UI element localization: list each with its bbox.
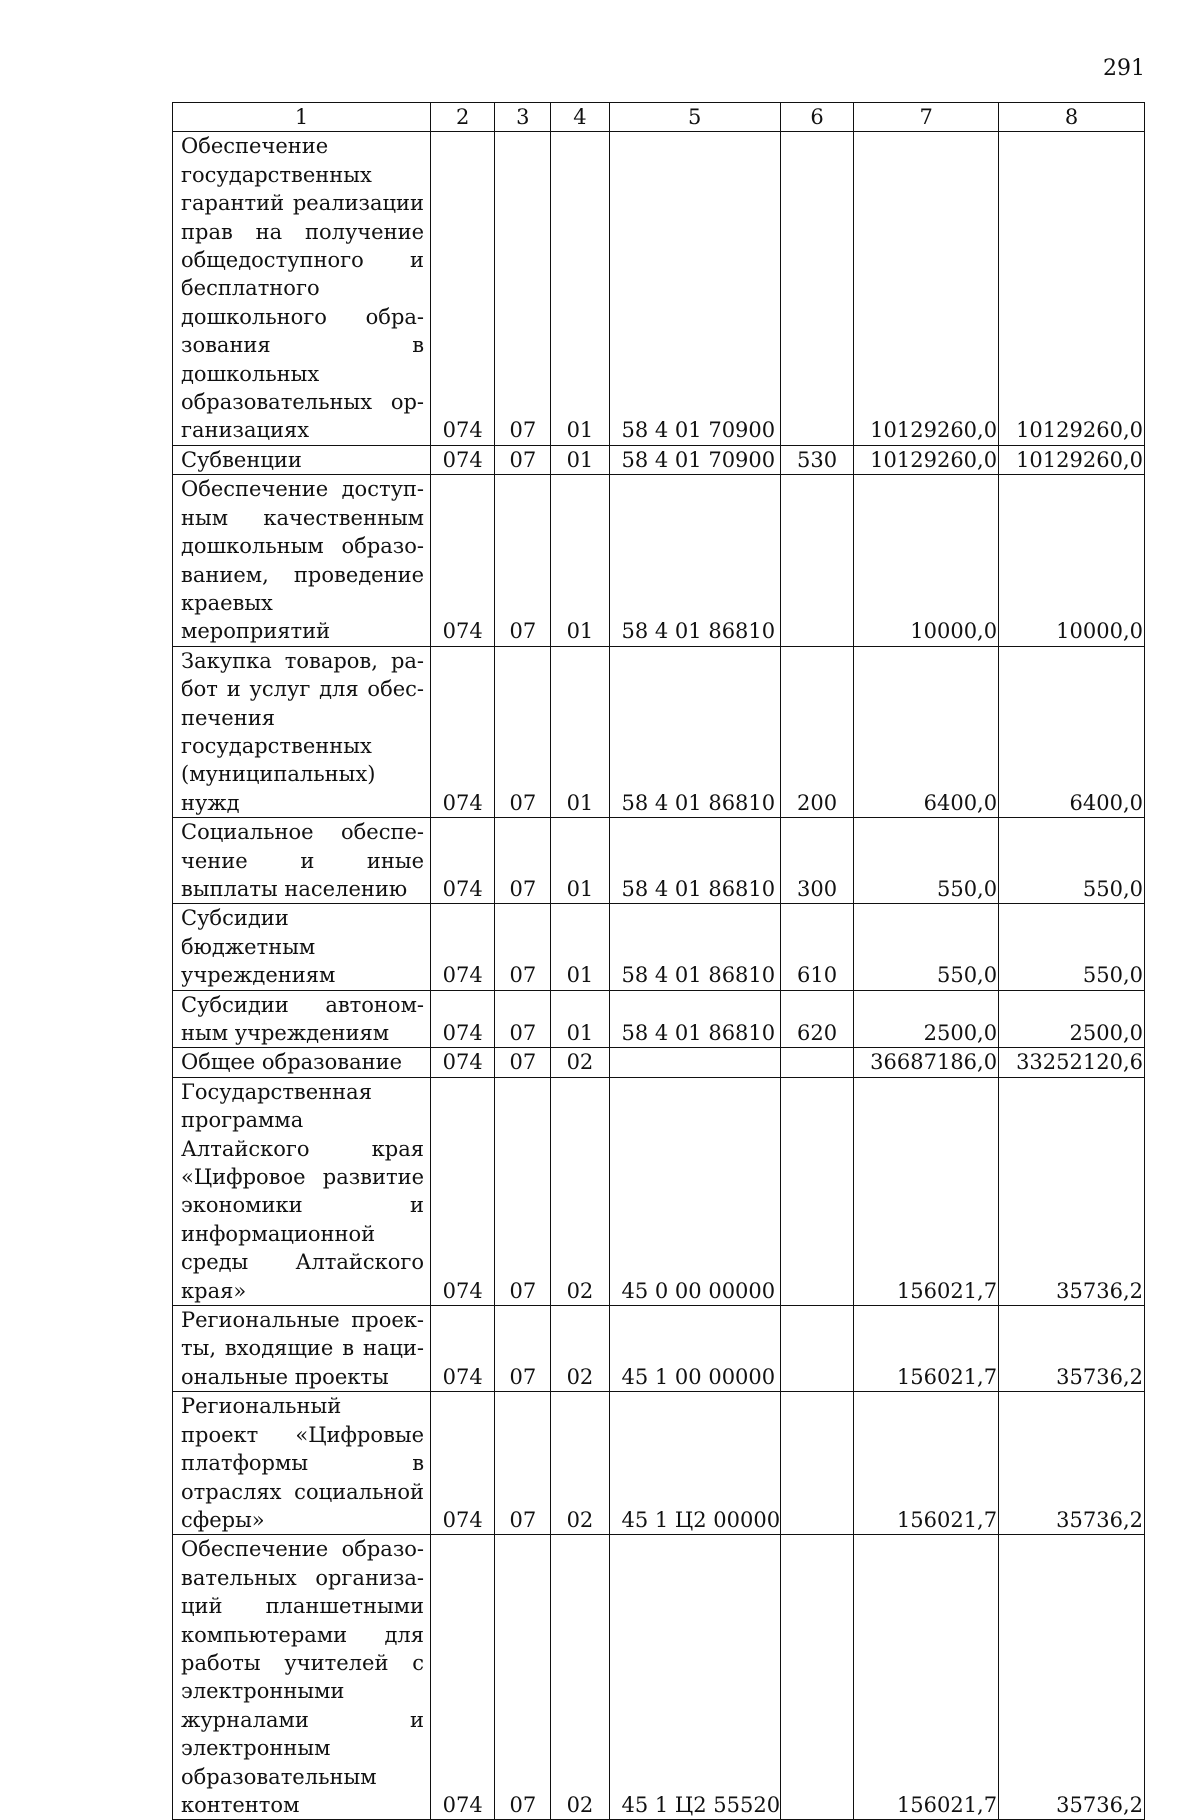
- cell-col-5: 58 4 01 86810: [609, 475, 780, 646]
- cell-col-4: 01: [551, 818, 609, 904]
- table-row: [173, 1077, 1145, 1305]
- row-description: Государственная программа Алтайского края «Цифровое развитие экономики и информационной среды Алтайского края»: [173, 1077, 431, 1305]
- cell-col-2: 074: [431, 1306, 495, 1392]
- cell-col-5: 45 0 00 00000: [609, 1077, 780, 1305]
- table-row: [173, 475, 1145, 646]
- cell-col-2: 074: [431, 132, 495, 445]
- cell-col-2: 074: [431, 475, 495, 646]
- cell-col-6: 610: [780, 904, 853, 990]
- cell-col-3: 07: [495, 132, 551, 445]
- cell-col-8: 6400,0: [999, 646, 1145, 817]
- cell-col-5: 45 1 00 00000: [609, 1306, 780, 1392]
- cell-col-6: [780, 132, 853, 445]
- cell-col-5: 58 4 01 86810: [609, 818, 780, 904]
- cell-col-7: 2500,0: [854, 990, 999, 1048]
- cell-col-6: 200: [780, 646, 853, 817]
- table-row: [173, 904, 1145, 990]
- cell-col-3: 07: [495, 646, 551, 817]
- column-header: 8: [999, 103, 1145, 132]
- table-row: [173, 1535, 1145, 1820]
- row-description: Общее образование: [173, 1048, 431, 1077]
- cell-col-8: 550,0: [999, 904, 1145, 990]
- cell-col-5: 45 1 Ц2 55520: [609, 1535, 780, 1820]
- cell-col-5: 58 4 01 70900: [609, 445, 780, 474]
- table-body: [173, 132, 1145, 1820]
- table-row: [173, 445, 1145, 474]
- column-header: 7: [854, 103, 999, 132]
- table-header-row: [173, 103, 1145, 132]
- cell-col-5: 58 4 01 70900: [609, 132, 780, 445]
- column-header: 3: [495, 103, 551, 132]
- cell-col-7: 10000,0: [854, 475, 999, 646]
- cell-col-3: 07: [495, 475, 551, 646]
- cell-col-7: 156021,7: [854, 1077, 999, 1305]
- cell-col-7: 156021,7: [854, 1535, 999, 1820]
- cell-col-8: 33252120,6: [999, 1048, 1145, 1077]
- column-header: 5: [609, 103, 780, 132]
- cell-col-7: 156021,7: [854, 1306, 999, 1392]
- cell-col-3: 07: [495, 1306, 551, 1392]
- cell-col-5: 58 4 01 86810: [609, 904, 780, 990]
- cell-col-3: 07: [495, 1048, 551, 1077]
- cell-col-2: 074: [431, 904, 495, 990]
- row-description: Закупка товаров, работ и услуг для обеспечения государственных (муниципальных) нужд: [173, 646, 431, 817]
- cell-col-4: 01: [551, 904, 609, 990]
- cell-col-7: 6400,0: [854, 646, 999, 817]
- cell-col-5: [609, 1048, 780, 1077]
- cell-col-2: 074: [431, 1077, 495, 1305]
- row-description: Обеспечение образовательных организаций планшетными компьютерами для работы учителей с электронными журналами и электронным образовательным контентом: [173, 1535, 431, 1820]
- table-row: [173, 990, 1145, 1048]
- budget-table: [172, 102, 1145, 1820]
- column-header: 2: [431, 103, 495, 132]
- cell-col-4: 01: [551, 445, 609, 474]
- cell-col-3: 07: [495, 1535, 551, 1820]
- cell-col-5: 58 4 01 86810: [609, 990, 780, 1048]
- cell-col-2: 074: [431, 646, 495, 817]
- cell-col-3: 07: [495, 990, 551, 1048]
- row-description: Обеспечение доступным качественным дошкольным образованием, проведение краевых мероприятий: [173, 475, 431, 646]
- cell-col-3: 07: [495, 1077, 551, 1305]
- cell-col-3: 07: [495, 818, 551, 904]
- cell-col-7: 10129260,0: [854, 445, 999, 474]
- cell-col-8: 2500,0: [999, 990, 1145, 1048]
- cell-col-7: 550,0: [854, 904, 999, 990]
- column-header: 1: [173, 103, 431, 132]
- cell-col-2: 074: [431, 1392, 495, 1535]
- cell-col-4: 02: [551, 1535, 609, 1820]
- cell-col-8: 10000,0: [999, 475, 1145, 646]
- table-row: [173, 818, 1145, 904]
- row-description: Субвенции: [173, 445, 431, 474]
- cell-col-8: 35736,2: [999, 1077, 1145, 1305]
- page-number: 291: [1103, 56, 1145, 81]
- cell-col-4: 02: [551, 1077, 609, 1305]
- cell-col-6: [780, 1535, 853, 1820]
- cell-col-4: 02: [551, 1392, 609, 1535]
- cell-col-6: [780, 1392, 853, 1535]
- row-description: Субсидии автономным учреждениям: [173, 990, 431, 1048]
- cell-col-8: 10129260,0: [999, 445, 1145, 474]
- cell-col-4: 02: [551, 1048, 609, 1077]
- row-description: Обеспечение государственных гарантий реализации прав на получение общедоступного и бесплатного дошкольного образования в дошкольных образовательных организациях: [173, 132, 431, 445]
- cell-col-7: 156021,7: [854, 1392, 999, 1535]
- row-description: Субсидии бюджетным учреждениям: [173, 904, 431, 990]
- cell-col-7: 36687186,0: [854, 1048, 999, 1077]
- cell-col-8: 10129260,0: [999, 132, 1145, 445]
- cell-col-6: [780, 1077, 853, 1305]
- cell-col-3: 07: [495, 445, 551, 474]
- row-description: Региональные проекты, входящие в национальные проекты: [173, 1306, 431, 1392]
- cell-col-2: 074: [431, 990, 495, 1048]
- cell-col-7: 10129260,0: [854, 132, 999, 445]
- cell-col-4: 01: [551, 132, 609, 445]
- cell-col-6: [780, 1306, 853, 1392]
- table-row: [173, 1048, 1145, 1077]
- cell-col-5: 45 1 Ц2 00000: [609, 1392, 780, 1535]
- cell-col-2: 074: [431, 818, 495, 904]
- cell-col-6: 530: [780, 445, 853, 474]
- cell-col-4: 01: [551, 475, 609, 646]
- cell-col-2: 074: [431, 1048, 495, 1077]
- table-row: [173, 1392, 1145, 1535]
- column-header: 6: [780, 103, 853, 132]
- cell-col-8: 35736,2: [999, 1535, 1145, 1820]
- cell-col-3: 07: [495, 904, 551, 990]
- table-row: [173, 1306, 1145, 1392]
- cell-col-4: 02: [551, 1306, 609, 1392]
- cell-col-8: 550,0: [999, 818, 1145, 904]
- cell-col-4: 01: [551, 646, 609, 817]
- row-description: Региональный проект «Цифровые платформы в отраслях социальной сферы»: [173, 1392, 431, 1535]
- cell-col-5: 58 4 01 86810: [609, 646, 780, 817]
- cell-col-8: 35736,2: [999, 1392, 1145, 1535]
- table-row: [173, 646, 1145, 817]
- cell-col-3: 07: [495, 1392, 551, 1535]
- cell-col-2: 074: [431, 1535, 495, 1820]
- cell-col-2: 074: [431, 445, 495, 474]
- cell-col-8: 35736,2: [999, 1306, 1145, 1392]
- column-header: 4: [551, 103, 609, 132]
- table-row: [173, 132, 1145, 445]
- row-description: Социальное обеспечение и иные выплаты населению: [173, 818, 431, 904]
- cell-col-6: [780, 1048, 853, 1077]
- cell-col-4: 01: [551, 990, 609, 1048]
- cell-col-6: [780, 475, 853, 646]
- cell-col-6: 620: [780, 990, 853, 1048]
- cell-col-7: 550,0: [854, 818, 999, 904]
- cell-col-6: 300: [780, 818, 853, 904]
